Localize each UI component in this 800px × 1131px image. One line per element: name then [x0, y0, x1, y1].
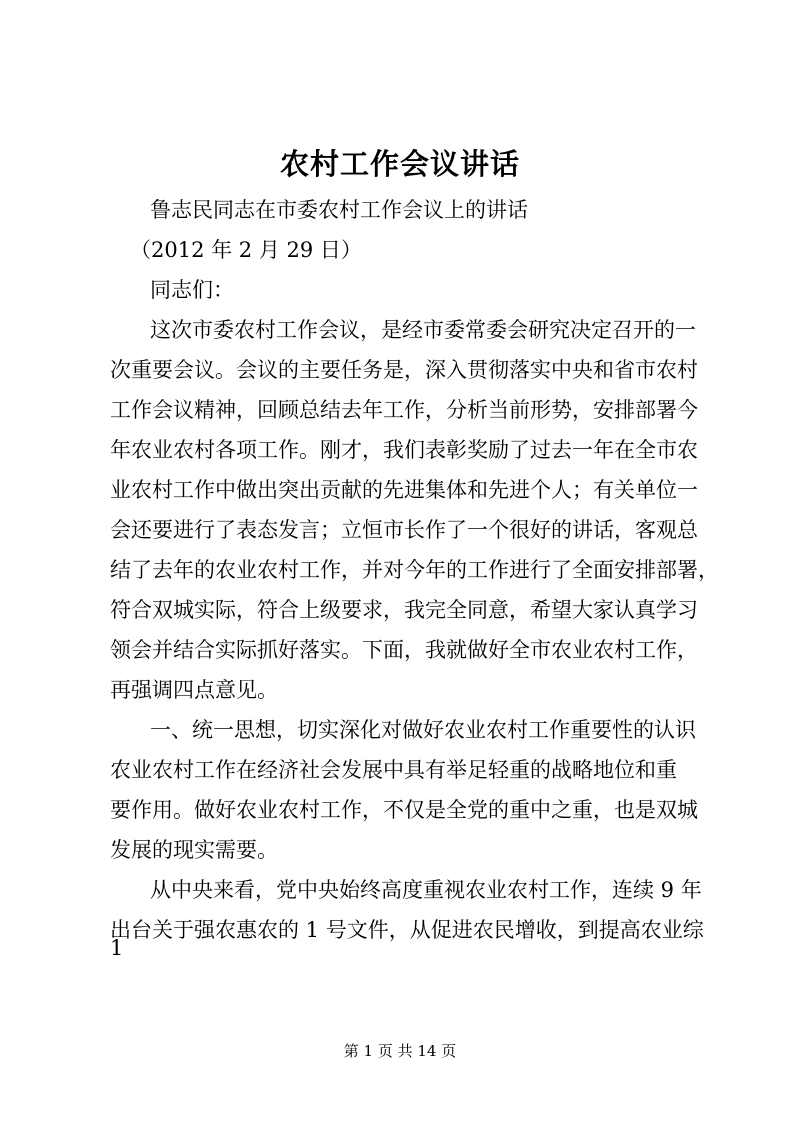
text-line: 从中央来看，党中央始终高度重视农业农村工作，连续 9 年: [150, 878, 702, 902]
text-line: 出台关于强农惠农的 1 号文件，从促进农民增收，到提高农业综: [110, 918, 704, 942]
text-line: 领会并结合实际抓好落实。下面，我就做好全市农业农村工作，: [110, 638, 698, 662]
text-line: 这次市委农村工作会议，是经市委常委会研究决定召开的一: [150, 318, 696, 342]
document-body: [110, 190, 719, 950]
text-line: 符合双城实际，符合上级要求，我完全同意，希望大家认真学习: [110, 598, 698, 622]
text-line: 结了去年的农业农村工作，并对今年的工作进行了全面安排部署，: [110, 558, 719, 582]
page-marker: 1: [110, 936, 124, 960]
text-line: 要作用。做好农业农村工作，不仅是全党的重中之重，也是双城: [110, 798, 698, 822]
document-title: 农村工作会议讲话: [279, 147, 520, 181]
text-line: 业农村工作中做出突出贡献的先进集体和先进个人；有关单位一: [110, 478, 698, 502]
text-line: 年农业农村各项工作。刚才，我们表彰奖励了过去一年在全市农: [110, 438, 698, 462]
text-line: 发展的现实需要。: [110, 838, 278, 862]
text-line: 鲁志民同志在市委农村工作会议上的讲话: [150, 198, 528, 222]
text-line: 再强调四点意见。: [110, 678, 278, 702]
text-line: 农业农村工作在经济社会发展中具有举足轻重的战略地位和重: [110, 758, 677, 782]
text-line: 次重要会议。会议的主要任务是，深入贯彻落实中央和省市农村: [110, 358, 698, 382]
text-line: 工作会议精神，回顾总结去年工作，分析当前形势，安排部署今: [110, 398, 698, 422]
text-line: 同志们：: [150, 278, 234, 302]
text-line: 会还要进行了表态发言；立恒市长作了一个很好的讲话，客观总: [110, 518, 698, 542]
text-line: 一、统一思想，切实深化对做好农业农村工作重要性的认识: [150, 718, 696, 742]
page-footer: 第 1 页 共 14 页: [343, 1042, 457, 1060]
text-line: （2012 年 2 月 29 日）: [130, 238, 362, 262]
